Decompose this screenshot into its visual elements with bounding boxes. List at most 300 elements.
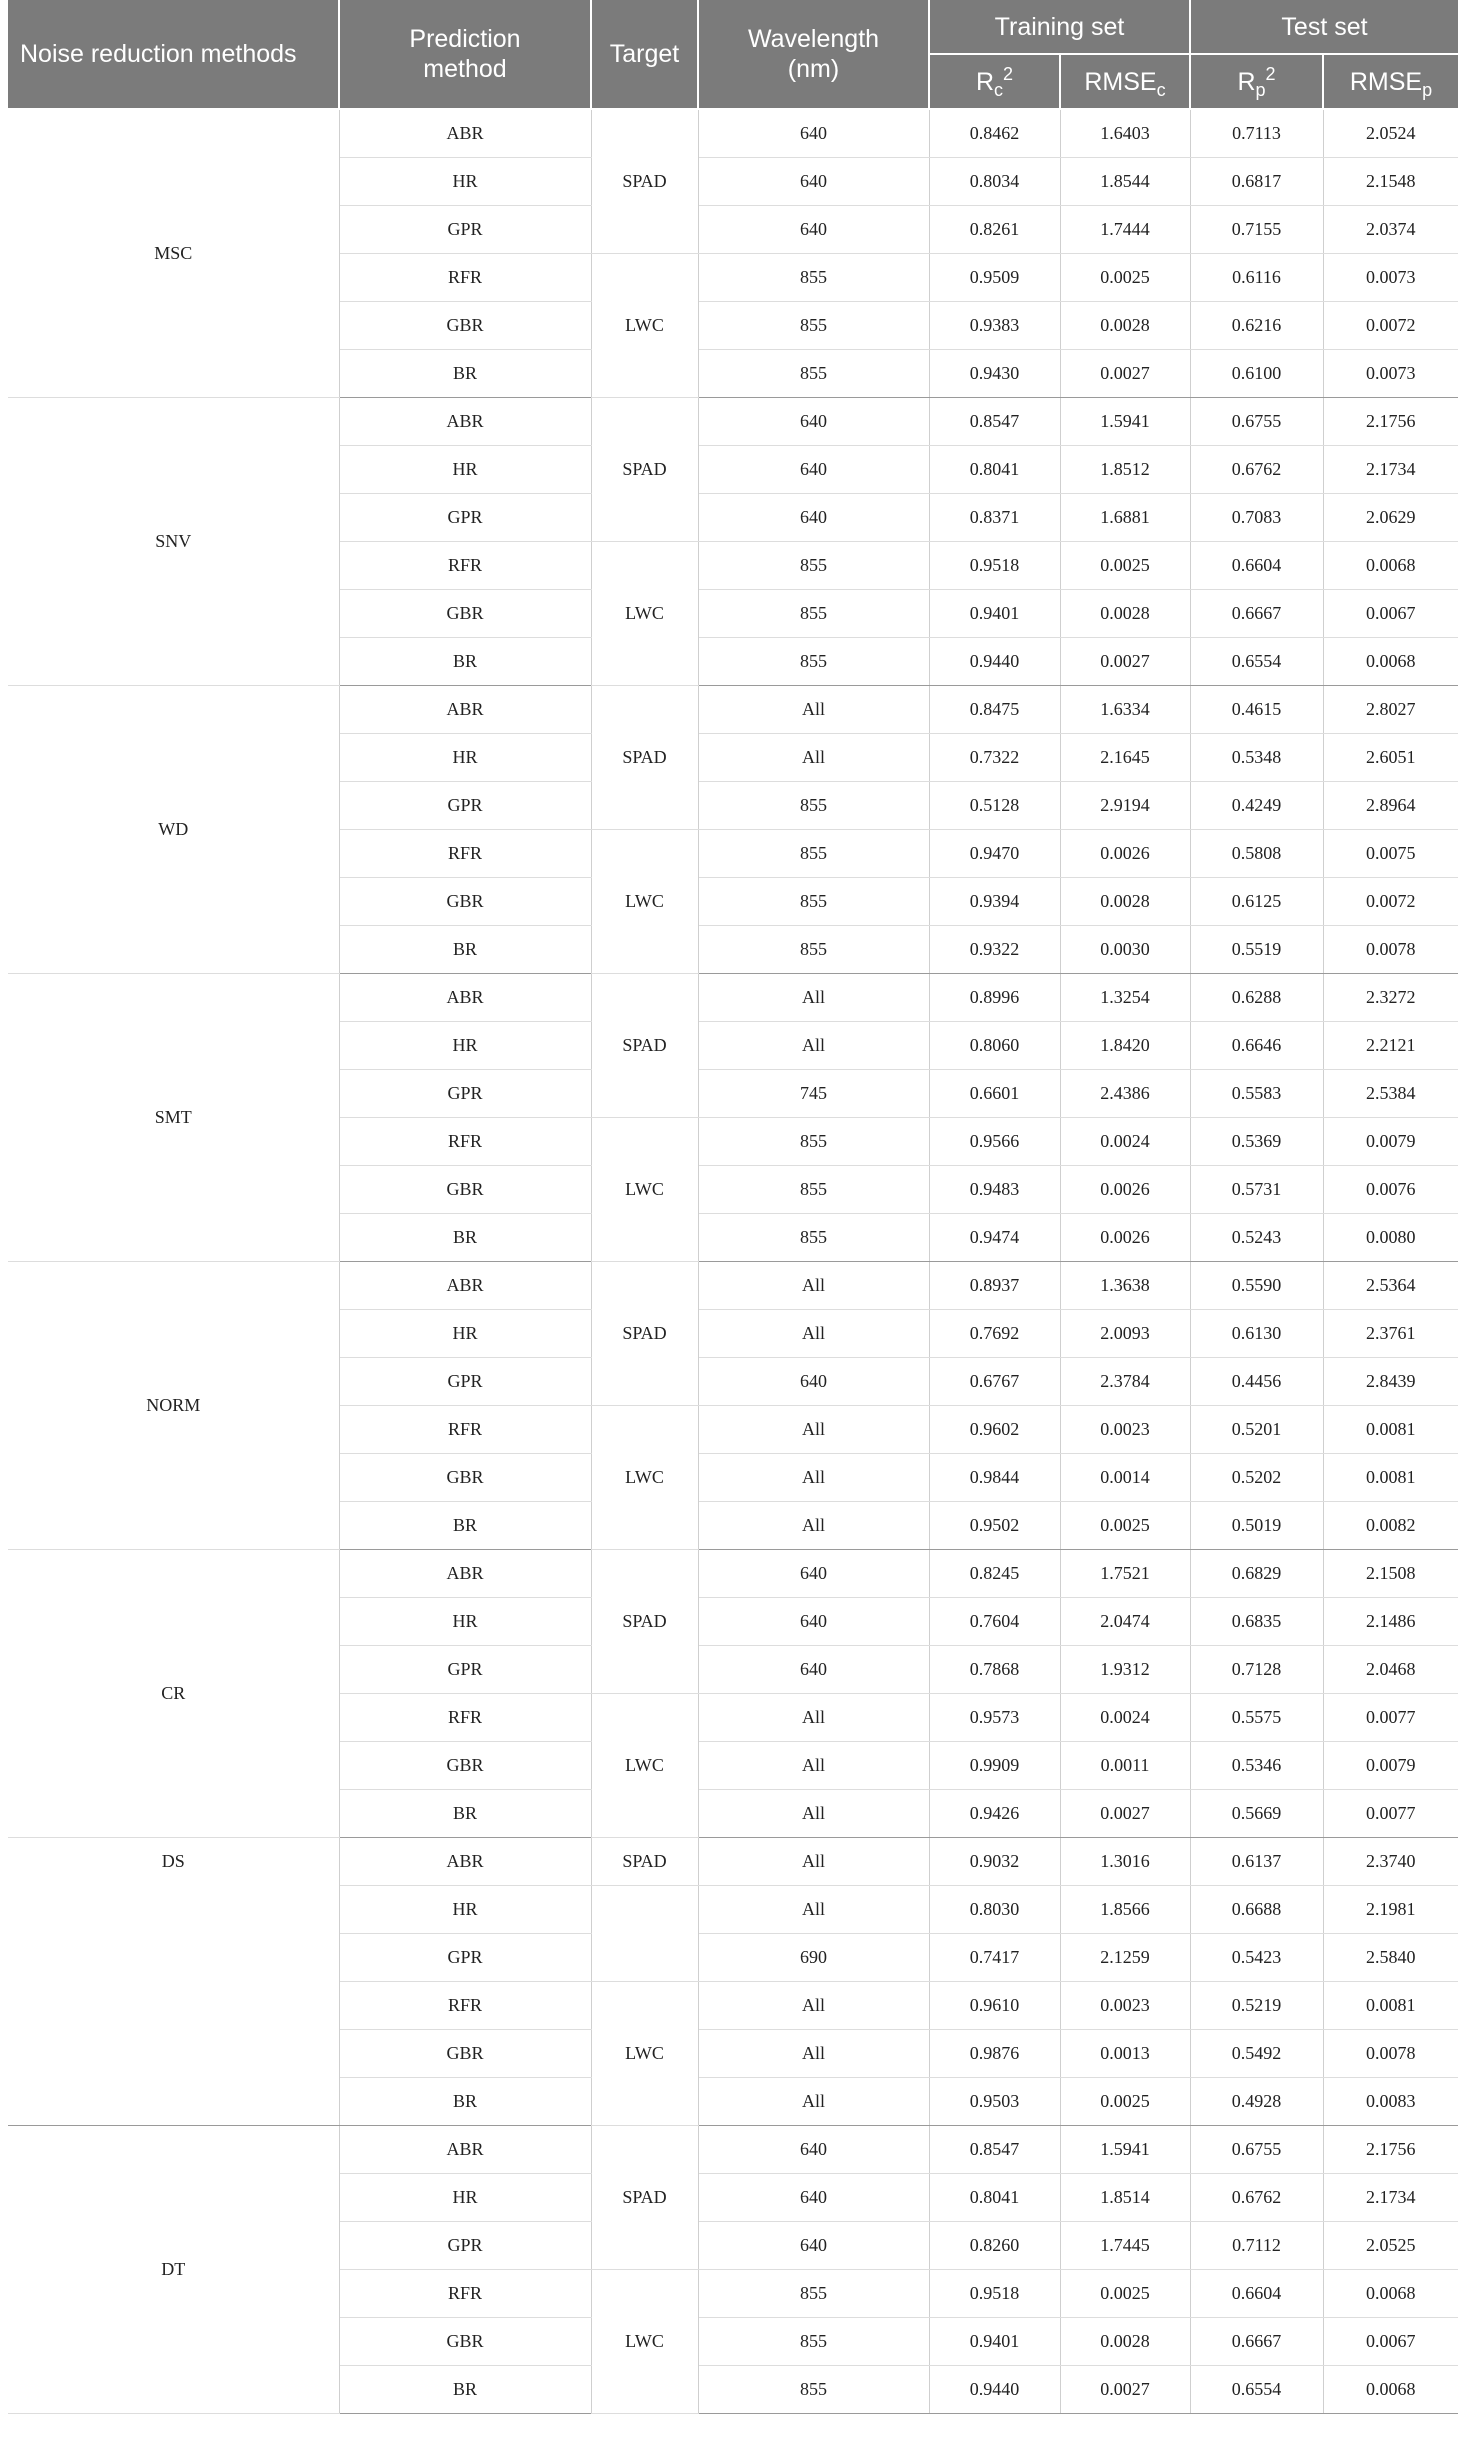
prediction-method-cell: ABR xyxy=(339,1838,591,1886)
rmsec-cell: 2.3784 xyxy=(1060,1358,1190,1406)
rc2-cell: 0.9876 xyxy=(929,2030,1060,2078)
rmsep-cell: 2.8964 xyxy=(1323,782,1458,830)
rc2-cell: 0.9032 xyxy=(929,1838,1060,1886)
rp2-cell: 0.5423 xyxy=(1190,1934,1323,1982)
rmsec-cell: 0.0030 xyxy=(1060,926,1190,974)
rp2-cell: 0.6125 xyxy=(1190,878,1323,926)
prediction-method-cell: HR xyxy=(339,1310,591,1358)
rp2-cell: 0.6667 xyxy=(1190,590,1323,638)
table-row xyxy=(8,1934,1458,1982)
noise-reduction-cell: WD xyxy=(8,686,339,974)
prediction-method-cell: GBR xyxy=(339,878,591,926)
prediction-method-cell: HR xyxy=(339,1598,591,1646)
noise-reduction-cell: SMT xyxy=(8,974,339,1262)
wavelength-cell: 855 xyxy=(698,782,929,830)
rmsec-cell: 0.0027 xyxy=(1060,350,1190,398)
rc2-cell: 0.9383 xyxy=(929,302,1060,350)
header-rp2-sub: p xyxy=(1255,79,1266,100)
header-prediction-method xyxy=(339,0,591,109)
prediction-method-cell: GPR xyxy=(339,206,591,254)
prediction-method-cell: RFR xyxy=(339,2270,591,2318)
target-cell: SPAD xyxy=(591,109,698,254)
rmsec-cell: 1.7445 xyxy=(1060,2222,1190,2270)
target-cell: SPAD xyxy=(591,974,698,1118)
noise-reduction-cell: SNV xyxy=(8,398,339,686)
prediction-method-cell: HR xyxy=(339,734,591,782)
rmsec-cell: 1.9312 xyxy=(1060,1646,1190,1694)
rmsep-cell: 0.0067 xyxy=(1323,2318,1458,2366)
rmsec-cell: 0.0025 xyxy=(1060,542,1190,590)
prediction-method-cell: HR xyxy=(339,1886,591,1934)
wavelength-cell: 640 xyxy=(698,2126,929,2174)
rmsep-cell: 2.1734 xyxy=(1323,2174,1458,2222)
rp2-cell: 0.6288 xyxy=(1190,974,1323,1022)
header-wavelength xyxy=(698,0,929,109)
rmsec-cell: 0.0011 xyxy=(1060,1742,1190,1790)
rp2-cell: 0.4615 xyxy=(1190,686,1323,734)
wavelength-cell: All xyxy=(698,1454,929,1502)
wavelength-cell: 640 xyxy=(698,109,929,158)
rc2-cell: 0.9426 xyxy=(929,1790,1060,1838)
rmsep-cell: 0.0080 xyxy=(1323,1214,1458,1262)
table-row xyxy=(8,2078,1458,2126)
wavelength-cell: All xyxy=(698,1406,929,1454)
wavelength-cell: 855 xyxy=(698,350,929,398)
wavelength-cell: 855 xyxy=(698,2318,929,2366)
rc2-cell: 0.9844 xyxy=(929,1454,1060,1502)
rc2-cell: 0.8462 xyxy=(929,109,1060,158)
prediction-method-cell: BR xyxy=(339,1502,591,1550)
prediction-method-cell: ABR xyxy=(339,974,591,1022)
target-cell: SPAD xyxy=(591,686,698,830)
target-cell: SPAD xyxy=(591,1550,698,1694)
rmsec-cell: 0.0013 xyxy=(1060,2030,1190,2078)
rmsep-cell: 0.0079 xyxy=(1323,1118,1458,1166)
wavelength-cell: 640 xyxy=(698,446,929,494)
rp2-cell: 0.6604 xyxy=(1190,2270,1323,2318)
rmsec-cell: 1.8544 xyxy=(1060,158,1190,206)
noise-reduction-cell: DS xyxy=(8,1838,339,1886)
rc2-cell: 0.9909 xyxy=(929,1742,1060,1790)
prediction-method-cell: RFR xyxy=(339,254,591,302)
rp2-cell: 0.7128 xyxy=(1190,1646,1323,1694)
rmsec-cell: 0.0025 xyxy=(1060,1502,1190,1550)
table-row xyxy=(8,1550,1458,1598)
rmsep-cell: 0.0078 xyxy=(1323,926,1458,974)
rp2-cell: 0.6100 xyxy=(1190,350,1323,398)
rmsep-cell: 0.0073 xyxy=(1323,350,1458,398)
rmsec-cell: 1.3254 xyxy=(1060,974,1190,1022)
rmsep-cell: 2.1756 xyxy=(1323,398,1458,446)
prediction-method-cell: GBR xyxy=(339,2318,591,2366)
table-row xyxy=(8,1982,1458,2030)
rc2-cell: 0.8475 xyxy=(929,686,1060,734)
target-cell: LWC xyxy=(591,1694,698,1838)
rc2-cell: 0.9518 xyxy=(929,2270,1060,2318)
rmsep-cell: 2.8027 xyxy=(1323,686,1458,734)
rp2-cell: 0.6762 xyxy=(1190,2174,1323,2222)
rmsep-cell: 0.0083 xyxy=(1323,2078,1458,2126)
rc2-cell: 0.6601 xyxy=(929,1070,1060,1118)
prediction-method-cell: HR xyxy=(339,1022,591,1070)
rmsec-cell: 1.7444 xyxy=(1060,206,1190,254)
rmsep-cell: 2.5384 xyxy=(1323,1070,1458,1118)
prediction-method-cell: RFR xyxy=(339,1694,591,1742)
rp2-cell: 0.6554 xyxy=(1190,2366,1323,2414)
wavelength-cell: 855 xyxy=(698,590,929,638)
rmsep-cell: 2.0468 xyxy=(1323,1646,1458,1694)
prediction-method-cell: ABR xyxy=(339,1550,591,1598)
rmsep-cell: 0.0077 xyxy=(1323,1694,1458,1742)
wavelength-cell: 640 xyxy=(698,2174,929,2222)
target-cell: LWC xyxy=(591,1118,698,1262)
wavelength-cell: All xyxy=(698,1310,929,1358)
prediction-method-cell: HR xyxy=(339,2174,591,2222)
header-rc2-sub: c xyxy=(994,79,1004,100)
rmsec-cell: 0.0025 xyxy=(1060,254,1190,302)
wavelength-cell: 855 xyxy=(698,878,929,926)
prediction-method-cell: ABR xyxy=(339,109,591,158)
noise-reduction-cell-empty xyxy=(8,2078,339,2126)
rmsec-cell: 1.8514 xyxy=(1060,2174,1190,2222)
wavelength-cell: All xyxy=(698,1790,929,1838)
rmsep-cell: 2.1756 xyxy=(1323,2126,1458,2174)
prediction-method-cell: GBR xyxy=(339,2030,591,2078)
rmsec-cell: 2.1259 xyxy=(1060,1934,1190,1982)
table-row xyxy=(8,2126,1458,2174)
prediction-method-cell: BR xyxy=(339,638,591,686)
target-cell: LWC xyxy=(591,542,698,686)
header-test-set: Test set xyxy=(1190,0,1458,54)
rp2-cell: 0.5575 xyxy=(1190,1694,1323,1742)
target-cell: LWC xyxy=(591,1406,698,1550)
rp2-cell: 0.6755 xyxy=(1190,2126,1323,2174)
rp2-cell: 0.7112 xyxy=(1190,2222,1323,2270)
rp2-cell: 0.6829 xyxy=(1190,1550,1323,1598)
header-rp2-base: R xyxy=(1237,67,1256,96)
rp2-cell: 0.5590 xyxy=(1190,1262,1323,1310)
prediction-method-cell: GPR xyxy=(339,494,591,542)
table-row xyxy=(8,1262,1458,1310)
rp2-cell: 0.7113 xyxy=(1190,109,1323,158)
noise-reduction-cell-empty xyxy=(8,2030,339,2078)
rp2-cell: 0.6667 xyxy=(1190,2318,1323,2366)
wavelength-cell: All xyxy=(698,1262,929,1310)
rp2-cell: 0.6835 xyxy=(1190,1598,1323,1646)
target-cell-empty xyxy=(591,1886,698,1982)
prediction-method-cell: RFR xyxy=(339,1406,591,1454)
rc2-cell: 0.9470 xyxy=(929,830,1060,878)
prediction-method-cell: RFR xyxy=(339,1982,591,2030)
header-training-set: Training set xyxy=(929,0,1190,54)
prediction-method-cell: BR xyxy=(339,2078,591,2126)
wavelength-cell: 855 xyxy=(698,2270,929,2318)
rmsep-cell: 2.3761 xyxy=(1323,1310,1458,1358)
prediction-method-cell: GBR xyxy=(339,1166,591,1214)
rc2-cell: 0.9474 xyxy=(929,1214,1060,1262)
rc2-cell: 0.7322 xyxy=(929,734,1060,782)
rmsep-cell: 0.0079 xyxy=(1323,1742,1458,1790)
rp2-cell: 0.4456 xyxy=(1190,1358,1323,1406)
rmsep-cell: 2.8439 xyxy=(1323,1358,1458,1406)
rmsec-cell: 1.6881 xyxy=(1060,494,1190,542)
rmsep-cell: 2.6051 xyxy=(1323,734,1458,782)
rp2-cell: 0.6755 xyxy=(1190,398,1323,446)
rmsep-cell: 2.2121 xyxy=(1323,1022,1458,1070)
rc2-cell: 0.8260 xyxy=(929,2222,1060,2270)
rmsep-cell: 2.1548 xyxy=(1323,158,1458,206)
rp2-cell: 0.5201 xyxy=(1190,1406,1323,1454)
wavelength-cell: 855 xyxy=(698,638,929,686)
wavelength-cell: 745 xyxy=(698,1070,929,1118)
rmsec-cell: 1.7521 xyxy=(1060,1550,1190,1598)
rp2-cell: 0.4249 xyxy=(1190,782,1323,830)
rc2-cell: 0.8060 xyxy=(929,1022,1060,1070)
rc2-cell: 0.8041 xyxy=(929,2174,1060,2222)
rc2-cell: 0.8245 xyxy=(929,1550,1060,1598)
results-table xyxy=(8,0,1458,2414)
rmsep-cell: 2.0374 xyxy=(1323,206,1458,254)
rmsep-cell: 2.0525 xyxy=(1323,2222,1458,2270)
rc2-cell: 0.9503 xyxy=(929,2078,1060,2126)
rp2-cell: 0.5669 xyxy=(1190,1790,1323,1838)
rmsec-cell: 0.0026 xyxy=(1060,830,1190,878)
noise-reduction-cell: CR xyxy=(8,1550,339,1838)
rmsep-cell: 0.0068 xyxy=(1323,638,1458,686)
prediction-method-cell: BR xyxy=(339,1214,591,1262)
rmsec-cell: 2.9194 xyxy=(1060,782,1190,830)
wavelength-cell: All xyxy=(698,974,929,1022)
prediction-method-cell: BR xyxy=(339,2366,591,2414)
prediction-method-cell: GPR xyxy=(339,1358,591,1406)
header-rc2 xyxy=(929,54,1060,109)
header-rp2-sup: 2 xyxy=(1265,63,1276,84)
noise-reduction-cell-empty xyxy=(8,1982,339,2030)
rmsec-cell: 1.5941 xyxy=(1060,2126,1190,2174)
rmsec-cell: 2.0474 xyxy=(1060,1598,1190,1646)
rmsec-cell: 1.6403 xyxy=(1060,109,1190,158)
wavelength-cell: 855 xyxy=(698,2366,929,2414)
rp2-cell: 0.4928 xyxy=(1190,2078,1323,2126)
header-target: Target xyxy=(591,0,698,109)
wavelength-cell: 855 xyxy=(698,254,929,302)
target-cell: LWC xyxy=(591,254,698,398)
rp2-cell: 0.6688 xyxy=(1190,1886,1323,1934)
rc2-cell: 0.9602 xyxy=(929,1406,1060,1454)
header-rc2-base: R xyxy=(975,67,995,96)
rc2-cell: 0.7417 xyxy=(929,1934,1060,1982)
wavelength-cell: 640 xyxy=(698,1646,929,1694)
wavelength-cell: 855 xyxy=(698,1118,929,1166)
prediction-method-cell: GPR xyxy=(339,782,591,830)
rc2-cell: 0.8041 xyxy=(929,446,1060,494)
wavelength-cell: 855 xyxy=(698,302,929,350)
rmsep-cell: 2.0524 xyxy=(1323,109,1458,158)
target-cell: SPAD xyxy=(591,2126,698,2270)
rp2-cell: 0.5219 xyxy=(1190,1982,1323,2030)
wavelength-cell: 690 xyxy=(698,1934,929,1982)
wavelength-cell: 855 xyxy=(698,542,929,590)
table-row xyxy=(8,1838,1458,1886)
table-row xyxy=(8,686,1458,734)
prediction-method-cell: RFR xyxy=(339,542,591,590)
rmsec-cell: 0.0028 xyxy=(1060,878,1190,926)
header-wavelength-text: Wavelength (nm) xyxy=(747,25,880,83)
prediction-method-cell: GPR xyxy=(339,1646,591,1694)
noise-reduction-cell: MSC xyxy=(8,109,339,398)
rc2-cell: 0.8034 xyxy=(929,158,1060,206)
wavelength-cell: All xyxy=(698,1838,929,1886)
rc2-cell: 0.7868 xyxy=(929,1646,1060,1694)
rmsep-cell: 0.0068 xyxy=(1323,542,1458,590)
table-body xyxy=(8,109,1458,2414)
rc2-cell: 0.8261 xyxy=(929,206,1060,254)
rc2-cell: 0.9322 xyxy=(929,926,1060,974)
rp2-cell: 0.5019 xyxy=(1190,1502,1323,1550)
wavelength-cell: All xyxy=(698,2078,929,2126)
rmsec-cell: 0.0027 xyxy=(1060,1790,1190,1838)
rmsec-cell: 1.3016 xyxy=(1060,1838,1190,1886)
table-row xyxy=(8,109,1458,158)
rmsec-cell: 1.8566 xyxy=(1060,1886,1190,1934)
wavelength-cell: All xyxy=(698,1742,929,1790)
rp2-cell: 0.6554 xyxy=(1190,638,1323,686)
rmsep-cell: 2.3740 xyxy=(1323,1838,1458,1886)
rmsec-cell: 1.3638 xyxy=(1060,1262,1190,1310)
prediction-method-cell: ABR xyxy=(339,398,591,446)
prediction-method-cell: RFR xyxy=(339,1118,591,1166)
header-rmsep xyxy=(1323,54,1458,109)
rmsep-cell: 0.0081 xyxy=(1323,1982,1458,2030)
rc2-cell: 0.9509 xyxy=(929,254,1060,302)
header-rmsec-sub: c xyxy=(1156,79,1166,100)
table-header xyxy=(8,0,1458,109)
rmsec-cell: 0.0023 xyxy=(1060,1406,1190,1454)
rc2-cell: 0.9502 xyxy=(929,1502,1060,1550)
rc2-cell: 0.9440 xyxy=(929,2366,1060,2414)
rmsec-cell: 0.0027 xyxy=(1060,638,1190,686)
header-rmsec-base: RMSE xyxy=(1084,67,1157,96)
rmsep-cell: 0.0082 xyxy=(1323,1502,1458,1550)
prediction-method-cell: GBR xyxy=(339,302,591,350)
wavelength-cell: All xyxy=(698,1022,929,1070)
header-rmsep-sub: p xyxy=(1422,79,1433,100)
rmsep-cell: 2.5364 xyxy=(1323,1262,1458,1310)
prediction-method-cell: GBR xyxy=(339,1742,591,1790)
rp2-cell: 0.6604 xyxy=(1190,542,1323,590)
prediction-method-cell: ABR xyxy=(339,686,591,734)
rp2-cell: 0.6817 xyxy=(1190,158,1323,206)
wavelength-cell: All xyxy=(698,1886,929,1934)
wavelength-cell: 640 xyxy=(698,158,929,206)
rc2-cell: 0.9394 xyxy=(929,878,1060,926)
rp2-cell: 0.5348 xyxy=(1190,734,1323,782)
prediction-method-cell: GBR xyxy=(339,590,591,638)
rc2-cell: 0.8996 xyxy=(929,974,1060,1022)
prediction-method-cell: HR xyxy=(339,158,591,206)
rmsep-cell: 0.0068 xyxy=(1323,2270,1458,2318)
wavelength-cell: 640 xyxy=(698,1598,929,1646)
rmsep-cell: 2.1734 xyxy=(1323,446,1458,494)
rmsep-cell: 0.0075 xyxy=(1323,830,1458,878)
rp2-cell: 0.6116 xyxy=(1190,254,1323,302)
rc2-cell: 0.9483 xyxy=(929,1166,1060,1214)
rc2-cell: 0.5128 xyxy=(929,782,1060,830)
rp2-cell: 0.5369 xyxy=(1190,1118,1323,1166)
rmsep-cell: 0.0077 xyxy=(1323,1790,1458,1838)
wavelength-cell: 640 xyxy=(698,494,929,542)
rmsep-cell: 2.1508 xyxy=(1323,1550,1458,1598)
rp2-cell: 0.5519 xyxy=(1190,926,1323,974)
target-cell: SPAD xyxy=(591,398,698,542)
rmsec-cell: 0.0026 xyxy=(1060,1166,1190,1214)
rp2-cell: 0.6130 xyxy=(1190,1310,1323,1358)
rp2-cell: 0.6646 xyxy=(1190,1022,1323,1070)
header-noise-reduction: Noise reduction methods xyxy=(8,0,339,109)
header-rc2-sup: 2 xyxy=(1003,63,1014,84)
rmsec-cell: 1.8420 xyxy=(1060,1022,1190,1070)
rp2-cell: 0.5202 xyxy=(1190,1454,1323,1502)
target-cell: LWC xyxy=(591,2270,698,2414)
rmsep-cell: 2.1486 xyxy=(1323,1598,1458,1646)
rp2-cell: 0.5492 xyxy=(1190,2030,1323,2078)
rmsec-cell: 0.0023 xyxy=(1060,1982,1190,2030)
rmsep-cell: 0.0072 xyxy=(1323,878,1458,926)
wavelength-cell: All xyxy=(698,686,929,734)
rc2-cell: 0.9401 xyxy=(929,590,1060,638)
wavelength-cell: All xyxy=(698,734,929,782)
rmsep-cell: 0.0073 xyxy=(1323,254,1458,302)
wavelength-cell: All xyxy=(698,1694,929,1742)
rmsec-cell: 1.5941 xyxy=(1060,398,1190,446)
rc2-cell: 0.7604 xyxy=(929,1598,1060,1646)
rmsec-cell: 0.0026 xyxy=(1060,1214,1190,1262)
rp2-cell: 0.5583 xyxy=(1190,1070,1323,1118)
noise-reduction-cell-empty xyxy=(8,1886,339,1934)
rmsep-cell: 0.0081 xyxy=(1323,1454,1458,1502)
rmsep-cell: 0.0081 xyxy=(1323,1406,1458,1454)
rp2-cell: 0.5243 xyxy=(1190,1214,1323,1262)
rmsep-cell: 0.0068 xyxy=(1323,2366,1458,2414)
table-row xyxy=(8,974,1458,1022)
target-cell: LWC xyxy=(591,830,698,974)
target-cell: SPAD xyxy=(591,1838,698,1886)
rc2-cell: 0.7692 xyxy=(929,1310,1060,1358)
wavelength-cell: 640 xyxy=(698,398,929,446)
rc2-cell: 0.6767 xyxy=(929,1358,1060,1406)
rmsec-cell: 0.0025 xyxy=(1060,2270,1190,2318)
rmsec-cell: 2.1645 xyxy=(1060,734,1190,782)
rmsec-cell: 2.0093 xyxy=(1060,1310,1190,1358)
rp2-cell: 0.6762 xyxy=(1190,446,1323,494)
rc2-cell: 0.9440 xyxy=(929,638,1060,686)
results-table-container xyxy=(8,0,1458,2414)
prediction-method-cell: RFR xyxy=(339,830,591,878)
target-cell: LWC xyxy=(591,1982,698,2126)
rp2-cell: 0.5346 xyxy=(1190,1742,1323,1790)
wavelength-cell: 855 xyxy=(698,830,929,878)
target-cell: SPAD xyxy=(591,1262,698,1406)
rmsep-cell: 2.1981 xyxy=(1323,1886,1458,1934)
wavelength-cell: 640 xyxy=(698,1550,929,1598)
rmsec-cell: 0.0025 xyxy=(1060,2078,1190,2126)
rp2-cell: 0.5731 xyxy=(1190,1166,1323,1214)
wavelength-cell: 855 xyxy=(698,1214,929,1262)
wavelength-cell: 640 xyxy=(698,206,929,254)
wavelength-cell: All xyxy=(698,2030,929,2078)
table-row xyxy=(8,1886,1458,1934)
rmsec-cell: 0.0024 xyxy=(1060,1694,1190,1742)
